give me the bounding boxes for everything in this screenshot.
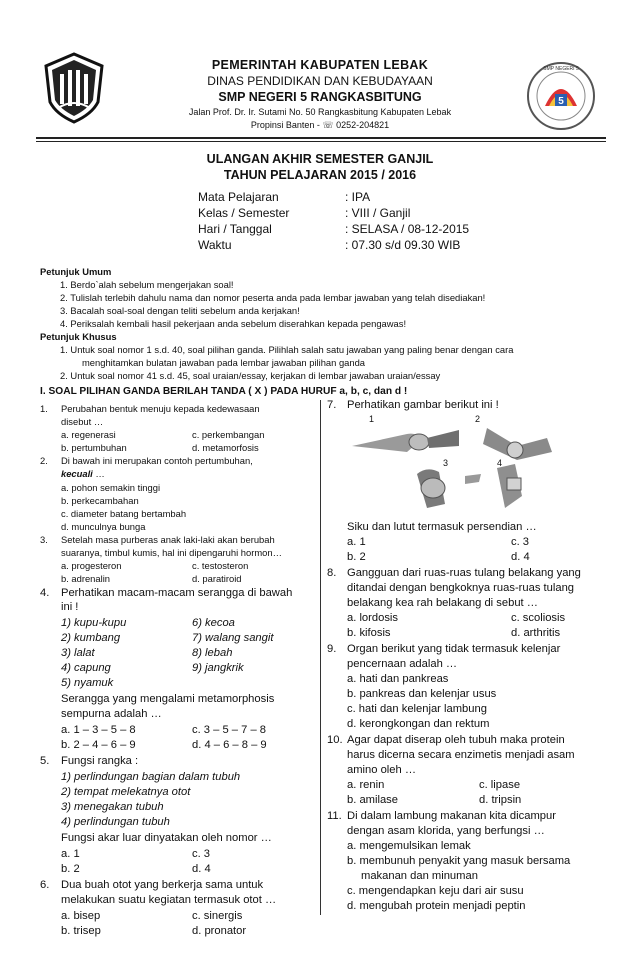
- meta-value: : VIII / Ganjil: [345, 206, 411, 220]
- q5-option-b: b. 2: [61, 863, 80, 875]
- petunjuk-khusus-item: 2. Untuk soal nomor 41 s.d. 45, soal uraian/essay, kerjakan di lembar jawaban uraian/essay: [60, 370, 441, 381]
- q1-text: Perubahan bentuk menuju kepada kedewasaan: [61, 403, 260, 414]
- q1-number: 1.: [40, 403, 48, 414]
- q4-option-c: c. 3 – 5 – 7 – 8: [192, 724, 267, 736]
- q5-item: 4) perlindungan tubuh: [61, 816, 170, 828]
- header-divider-thick: [36, 137, 606, 139]
- q4-option-b: b. 2 – 4 – 6 – 9: [61, 739, 136, 751]
- q11-number: 11.: [327, 810, 342, 822]
- q4-text: Perhatikan macam-macam serangga di bawah: [61, 587, 293, 599]
- q7-option-a: a. 1: [347, 536, 366, 548]
- section-heading: I. SOAL PILIHAN GANDA BERILAH TANDA ( X ) PADA HURUF a, b, c, dan d !: [40, 386, 408, 397]
- q2-text: [61, 467, 105, 480]
- q5-option-c: c. 3: [192, 848, 211, 860]
- q1-option-b: b. pertumbuhan: [61, 442, 127, 453]
- q1-text: disebut …: [61, 416, 104, 427]
- q10-number: 10.: [327, 734, 343, 746]
- q2-option-d: d. munculnya bunga: [61, 521, 146, 532]
- q8-option-c: c. scoliosis: [511, 612, 566, 624]
- q4-item: 2) kumbang: [61, 632, 121, 644]
- petunjuk-umum-item: 3. Bacalah soal-soal dengan teliti sebelum anda kerjakan!: [60, 305, 300, 316]
- q4-number: 4.: [40, 587, 50, 599]
- left-column-large: [40, 586, 312, 937]
- q8-text: Gangguan dari ruas-ruas tulang belakang yang: [347, 567, 581, 579]
- q9-number: 9.: [327, 643, 337, 655]
- petunjuk-khusus-title: Petunjuk Khusus: [40, 331, 117, 342]
- q9-text: Organ berikut yang tidak termasuk kelenjar: [347, 643, 561, 655]
- q4-item: 7) walang sangit: [192, 632, 274, 644]
- meta-value: : IPA: [345, 190, 371, 204]
- q7-option-c: c. 3: [511, 536, 530, 548]
- q11-option-c: c. mengendapkan keju dari air susu: [347, 885, 524, 897]
- q5-item: 3) menegakan tubuh: [61, 801, 164, 813]
- q5-item: 1) perlindungan bagian dalam tubuh: [61, 771, 241, 783]
- meta-value: : 07.30 s/d 09.30 WIB: [345, 238, 461, 252]
- q4-text: ini !: [61, 601, 79, 613]
- petunjuk-umum-item: 2. Tulislah terlebih dahulu nama dan nomor peserta anda pada lembar jawaban yang telah disediakan!: [60, 292, 486, 303]
- q6-option-a: a. bisep: [61, 910, 101, 922]
- q5-text: Fungsi akar luar dinyatakan oleh nomor …: [61, 832, 272, 844]
- q2-option-a: a. pohon semakin tinggi: [61, 482, 161, 493]
- header-line-3: SMP NEGERI 5 RANGKASBITUNG: [218, 90, 422, 104]
- figure-label-1: 1: [369, 414, 375, 424]
- petunjuk-khusus-item: menghitamkan bulatan jawaban pada lembar jawaban pilihan ganda: [82, 357, 366, 368]
- header-address-2: Propinsi Banten - ☏ 0252-204821: [250, 120, 390, 130]
- q2-dots: …: [92, 468, 105, 479]
- meta-key: Waktu: [198, 238, 232, 252]
- q5-option-a: a. 1: [61, 848, 80, 860]
- meta-key: Hari / Tanggal: [198, 222, 272, 236]
- q10-text: amino oleh …: [347, 764, 417, 776]
- q7-number: 7.: [327, 399, 337, 411]
- q7-option-b: b. 2: [347, 551, 366, 563]
- q11-text: Di dalam lambung makanan kita dicampur: [347, 810, 556, 822]
- q11-text: dengan asam klorida, yang berfungsi …: [347, 825, 545, 837]
- petunjuk-khusus-item: 1. Untuk soal nomor 1 s.d. 40, soal pilihan ganda. Pilihlah salah satu jawaban yang paling benar dengan cara: [60, 344, 514, 355]
- q4-item: 1) kupu-kupu: [61, 617, 127, 629]
- q7-option-d: d. 4: [511, 551, 530, 563]
- q2-option-b: b. perkecambahan: [61, 495, 139, 506]
- figure-label-2: 2: [475, 414, 481, 424]
- petunjuk-umum-title: Petunjuk Umum: [40, 266, 112, 277]
- q9-option-c: c. hati dan kelenjar lambung: [347, 703, 487, 715]
- q8-option-b: b. kifosis: [347, 627, 391, 639]
- q3-text: Setelah masa purberas anak laki-laki akan berubah: [61, 534, 275, 545]
- q10-text: harus dicerna secara enzimetis menjadi asam: [347, 749, 575, 761]
- q6-option-d: d. pronator: [192, 925, 247, 937]
- q11-option-b: makanan dan minuman: [361, 870, 478, 882]
- q3-option-b: b. adrenalin: [61, 573, 110, 584]
- petunjuk-umum-item: 4. Periksalah kembali hasil pekerjaan anda sebelum diserahkan kepada pengawas!: [60, 318, 407, 329]
- q2-option-c: c. diameter batang bertambah: [61, 508, 187, 519]
- q8-text: ditandai dengan bengkoknya ruas-ruas tulang: [347, 582, 575, 594]
- q6-text: Dua buah otot yang berkerja sama untuk: [61, 879, 264, 891]
- figure-label-4: 4: [497, 458, 503, 468]
- meta-value: : SELASA / 08-12-2015: [345, 222, 470, 236]
- q8-option-a: a. lordosis: [347, 612, 398, 624]
- q5-text: Fungsi rangka :: [61, 755, 139, 767]
- q8-option-d: d. arthritis: [511, 627, 561, 639]
- q7-text: Siku dan lutut termasuk persendian …: [347, 521, 537, 533]
- exam-year: TAHUN PELAJARAN 2015 / 2016: [223, 168, 417, 182]
- q4-text: sempurna adalah …: [61, 708, 162, 720]
- q1-option-c: c. perkembangan: [192, 429, 265, 440]
- q10-text: Agar dapat diserap oleh tubuh maka protein: [347, 734, 565, 746]
- q2-text: Di bawah ini merupakan contoh pertumbuhan,: [61, 455, 253, 466]
- q9-option-a: a. hati dan pankreas: [347, 673, 449, 685]
- q2-number: 2.: [40, 455, 48, 466]
- joint-figure: [347, 416, 607, 518]
- exam-meta: [198, 190, 518, 260]
- q5-option-d: d. 4: [192, 863, 211, 875]
- logo-smp-negeri-5: [525, 60, 597, 132]
- q4-item: 4) capung: [61, 662, 111, 674]
- header-address-1: Jalan Prof. Dr. Ir. Sutami No. 50 Rangkasbitung Kabupaten Lebak: [188, 107, 452, 117]
- q1-option-a: a. regenerasi: [61, 429, 116, 440]
- q3-option-a: a. progesteron: [61, 560, 122, 571]
- q4-item: 5) nyamuk: [61, 677, 114, 689]
- q2-kecuali: kecuali: [61, 468, 93, 479]
- q4-item: 6) kecoa: [192, 617, 235, 629]
- q6-number: 6.: [40, 879, 50, 891]
- q4-item: 9) jangkrik: [192, 662, 244, 674]
- right-column: [327, 398, 612, 912]
- q4-item: 8) lebah: [192, 647, 233, 659]
- q8-text: belakang kea rah belakang di sebut …: [347, 597, 538, 609]
- q8-number: 8.: [327, 567, 337, 579]
- q10-option-a: a. renin: [347, 779, 385, 791]
- q3-text: suaranya, timbul kumis, hal ini dipengaruhi hormon…: [61, 547, 282, 558]
- figure-label-3: 3: [443, 458, 449, 468]
- exam-title: ULANGAN AKHIR SEMESTER GANJIL: [206, 152, 434, 166]
- q9-option-d: d. kerongkongan dan rektum: [347, 718, 490, 730]
- q5-item: 2) tempat melekatnya otot: [61, 786, 191, 798]
- q10-option-c: c. lipase: [479, 779, 521, 791]
- logo-smp-text: SMP NEGERI 5: [543, 66, 579, 72]
- q5-number: 5.: [40, 755, 50, 767]
- logo-kabupaten-lebak: [42, 52, 106, 124]
- q11-option-a: a. mengemulsikan lemak: [347, 840, 471, 852]
- q3-number: 3.: [40, 534, 48, 545]
- q4-item: 3) lalat: [61, 647, 95, 659]
- q1-option-d: d. metamorfosis: [192, 442, 259, 453]
- q4-option-a: a. 1 – 3 – 5 – 8: [61, 724, 136, 736]
- q9-text: pencernaan adalah …: [347, 658, 458, 670]
- header-divider-thin: [36, 141, 606, 142]
- q11-option-b: b. membunuh penyakit yang masuk bersama: [347, 855, 571, 867]
- meta-key: Mata Pelajaran: [198, 190, 279, 204]
- column-divider: [320, 400, 321, 915]
- q6-option-c: c. sinergis: [192, 910, 243, 922]
- q3-option-d: d. paratiroid: [192, 573, 242, 584]
- header-line-2: DINAS PENDIDIKAN DAN KEBUDAYAAN: [207, 74, 433, 88]
- petunjuk-umum-item: 1. Berdo`alah sebelum mengerjakan soal!: [60, 279, 234, 290]
- q6-option-b: b. trisep: [61, 925, 101, 937]
- q6-text: melakukan suatu kegiatan termasuk otot …: [61, 894, 277, 906]
- header-line-1: PEMERINTAH KABUPATEN LEBAK: [211, 58, 429, 72]
- q11-option-d: d. mengubah protein menjadi peptin: [347, 900, 526, 912]
- q9-option-b: b. pankreas dan kelenjar usus: [347, 688, 497, 700]
- svg-text:5: 5: [558, 96, 564, 107]
- q10-option-d: d. tripsin: [479, 794, 522, 806]
- q7-text: Perhatikan gambar berikut ini !: [347, 399, 499, 411]
- q10-option-b: b. amilase: [347, 794, 398, 806]
- q4-text: Serangga yang mengalami metamorphosis: [61, 693, 275, 705]
- q4-option-d: d. 4 – 6 – 8 – 9: [192, 739, 267, 751]
- q3-option-c: c. testosteron: [192, 560, 249, 571]
- meta-key: Kelas / Semester: [198, 206, 290, 220]
